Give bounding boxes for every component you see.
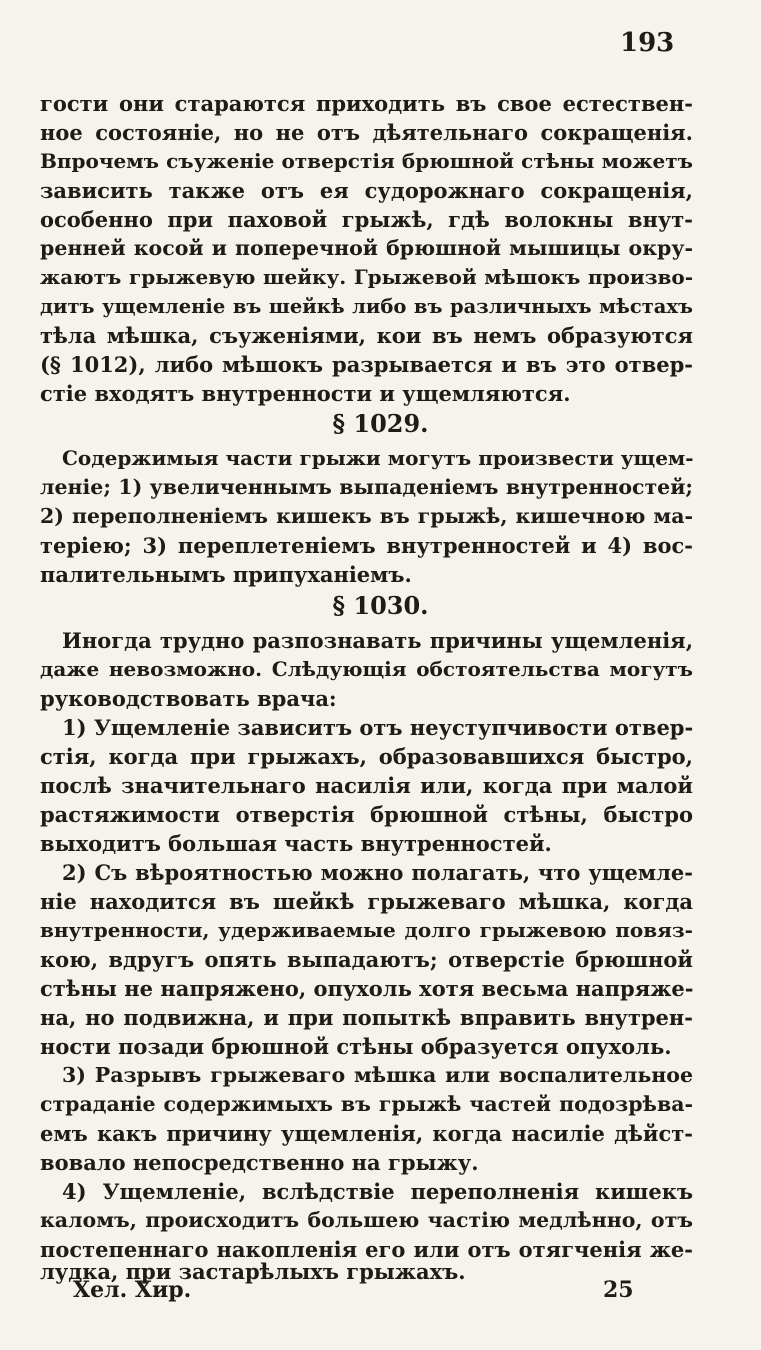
text-line: даже невозможно. Слѣдующія обстоятельства могутъ (40, 657, 693, 681)
text-line: дитъ ущемленіе въ шейкѣ либо въ различныхъ мѣстахъ (40, 295, 693, 318)
text-line: вовало непосредственно на грыжу. (40, 1150, 479, 1175)
text-line: страданіе содержимыхъ въ грыжѣ частей подозрѣва- (40, 1092, 693, 1116)
text-line: лудка, при застарѣлыхъ грыжахъ. (40, 1259, 466, 1284)
text-line: ренней косой и поперечной брюшной мышицы окру- (40, 236, 693, 260)
text-line: емъ какъ причину ущемленія, когда насиліе дѣйст- (40, 1121, 693, 1146)
text-line: зависить также отъ ея судорожнаго сокращенія, (40, 178, 693, 203)
text-line: 3) Разрывъ грыжеваго мѣшка или воспалительное (62, 1063, 693, 1087)
text-line: 2) Съ вѣроятностью можно полагать, что ущемле- (62, 860, 693, 885)
text-line: жаютъ грыжевую шейку. Грыжевой мѣшокъ произво- (40, 265, 693, 289)
text-line: стіе входятъ внутренности и ущемляются. (40, 381, 571, 406)
section-heading: § 1029. (332, 409, 429, 438)
sheet-number: 25 (603, 1277, 634, 1303)
text-line: постепеннаго накопленія его или отъ отягченія же- (40, 1237, 693, 1262)
text-line: ности позади брюшной стѣны образуется опухоль. (40, 1034, 672, 1059)
page-number: 193 (620, 28, 675, 58)
text-line: ніе находится въ шейкѣ грыжеваго мѣшка, когда (40, 889, 693, 914)
text-line: выходитъ большая часть внутренностей. (40, 831, 552, 856)
text-line: Иногда трудно разпознавать причины ущемленія, (62, 628, 693, 653)
text-line: ное состояніе, но не отъ дѣятельнаго сокращенія. (40, 120, 693, 145)
text-line: 2) переполненіемъ кишекъ въ грыжѣ, кишечною ма- (40, 504, 693, 528)
text-line: послѣ значительнаго насилія или, когда при малой (40, 773, 693, 798)
text-line: растяжимости отверстія брюшной стѣны, быстро (40, 802, 693, 827)
text-line: Содержимыя части грыжи могутъ произвести ущем- (62, 446, 694, 470)
text-line: леніе; 1) увеличеннымъ выпаденіемъ внутренностей; (40, 475, 693, 499)
text-line: кою, вдругъ опять выпадаютъ; отверстіе брюшной (40, 947, 693, 972)
text-line: внутренности, удерживаемые долго грыжевою повяз- (40, 918, 693, 942)
text-line: 4) Ущемленіе, вслѣдствіе переполненія кишекъ (62, 1179, 693, 1204)
text-line: тѣла мѣшка, съуженіями, кои въ немъ образуются (40, 323, 693, 348)
text-line: гости они стараются приходить въ свое естествен- (40, 91, 693, 116)
text-line: стѣны не напряжено, опухоль хотя весьма напряже- (40, 976, 694, 1001)
text-line: каломъ, происходитъ большею частію медлѣнно, отъ (40, 1208, 693, 1232)
section-heading: § 1030. (332, 591, 429, 620)
text-line: на, но подвижна, и при попыткѣ вправить внутрен- (40, 1005, 693, 1030)
text-line: 1) Ущемленіе зависитъ отъ неуступчивости отвер- (62, 715, 694, 740)
text-line: палительнымъ припуханіемъ. (40, 562, 412, 587)
text-line: руководствовать врача: (40, 686, 337, 711)
signature-mark: Хел. Хир. (73, 1277, 192, 1303)
text-line: теріею; 3) переплетеніемъ внутренностей и 4) вос- (40, 533, 693, 558)
text-line: особенно при паховой грыжѣ, гдѣ волокны внут- (40, 207, 693, 232)
text-line: Впрочемъ съуженіе отверстія брюшной стѣны можетъ (40, 149, 693, 173)
text-line: стія, когда при грыжахъ, образовавшихся быстро, (40, 744, 693, 769)
text-line: (§ 1012), либо мѣшокъ разрывается и въ это отвер- (40, 352, 693, 377)
